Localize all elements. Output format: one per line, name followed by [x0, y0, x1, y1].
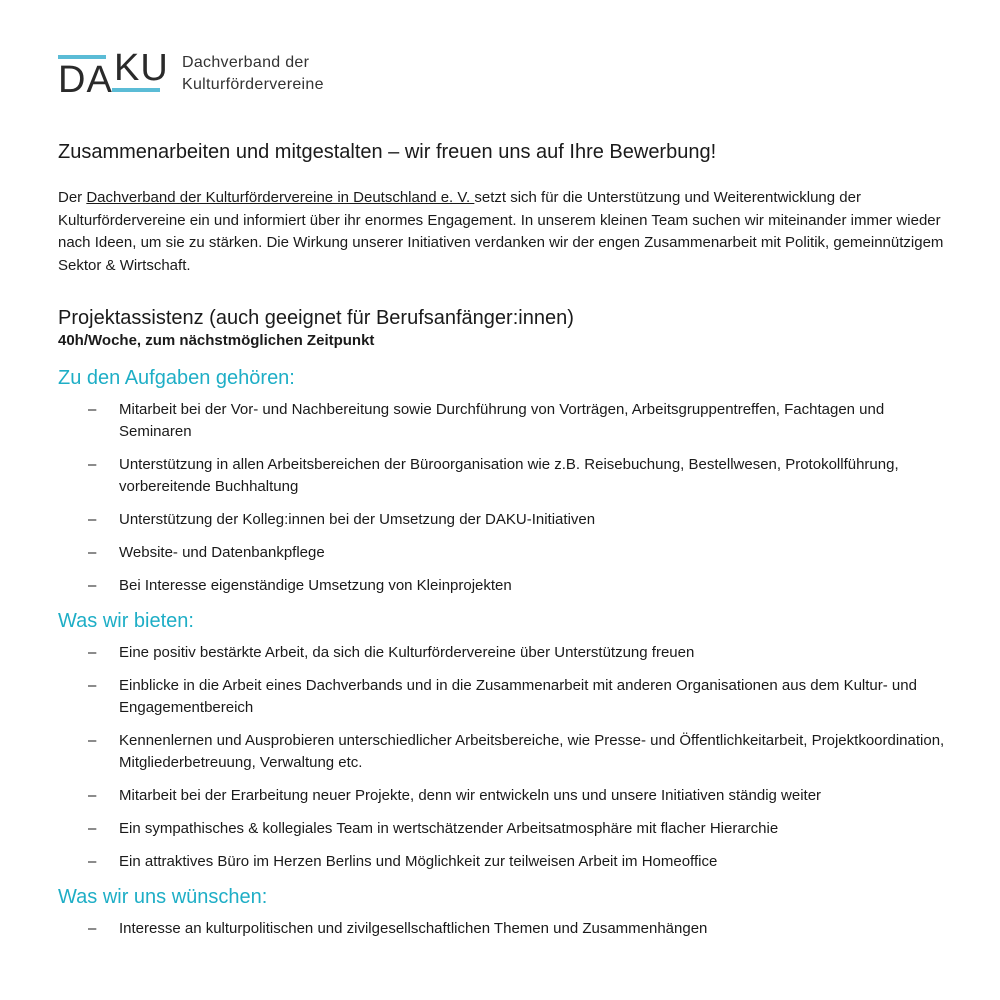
list-item [58, 918, 948, 940]
list-item-text: Unterstützung in allen Arbeitsbereichen der Büroorganisation wie z.B. Reisebuchung, Bestellwesen, Protokollführung, vorbereitende Buchhaltung [119, 456, 899, 495]
logo-name-line: Dachverband der [182, 54, 310, 71]
dash-bullet-icon: – [88, 401, 97, 418]
list-item-text: Mitarbeit bei der Erarbeitung neuer Projekte, denn wir entwickeln uns und unsere Initiativen ständig weiter [119, 787, 822, 804]
bullet-list [58, 399, 948, 597]
list-item-text: Unterstützung der Kolleg:innen bei der Umsetzung der DAKU-Initiativen [119, 511, 596, 528]
page-title: Zusammenarbeiten und mitgestalten – wir freuen uns auf Ihre Bewerbung! [58, 141, 717, 163]
list-item-text: Website- und Datenbankpflege [119, 544, 325, 561]
list-item-text: Einblicke in die Arbeit eines Dachverbands und in die Zusammenarbeit mit anderen Organisationen aus dem Kultur- und Engagementbereich [119, 677, 917, 716]
dash-bullet-icon: – [88, 920, 97, 937]
list-item [58, 851, 948, 873]
dash-bullet-icon: – [88, 787, 97, 804]
logo-name-line: Kulturfördervereine [182, 76, 324, 93]
list-item [58, 399, 948, 443]
list-item-text: Interesse an kulturpolitischen und zivilgesellschaftlichen Themen und Zusammenhängen [119, 920, 708, 937]
dash-bullet-icon: – [88, 577, 97, 594]
dash-bullet-icon: – [88, 456, 97, 473]
section-heading: Was wir bieten: [58, 610, 194, 632]
dash-bullet-icon: – [88, 732, 97, 749]
sections [58, 365, 948, 940]
bullet-list [58, 918, 948, 940]
logo-name [182, 52, 324, 96]
job-title: Projektassistenz (auch geeignet für Berufsanfänger:innen) [58, 307, 574, 329]
list-item-text: Bei Interesse eigenständige Umsetzung von Kleinprojekten [119, 577, 512, 594]
list-item [58, 818, 948, 840]
list-item-text: Ein attraktives Büro im Herzen Berlins und Möglichkeit zur teilweisen Arbeit im Homeoffice [119, 853, 718, 870]
intro-paragraph [58, 187, 948, 277]
intro-prefix: Der [58, 189, 87, 206]
list-item-text: Mitarbeit bei der Vor- und Nachbereitung sowie Durchführung von Vorträgen, Arbeitsgruppentreffen, Fachtagen und Seminaren [119, 401, 885, 440]
section-heading: Zu den Aufgaben gehören: [58, 367, 295, 389]
document-body [58, 139, 948, 951]
dash-bullet-icon: – [88, 644, 97, 661]
dash-bullet-icon: – [88, 820, 97, 837]
logo-mark-da: DA [58, 59, 113, 101]
job-subtitle: 40h/Woche, zum nächstmöglichen Zeitpunkt [58, 332, 375, 349]
dash-bullet-icon: – [88, 511, 97, 528]
list-item-text: Kennenlernen und Ausprobieren unterschiedlicher Arbeitsbereiche, wie Presse- und Öffentlichkeitarbeit, Projektkoordination, Mitgliederbetreuung, Verwaltung etc. [119, 732, 945, 771]
list-item [58, 575, 948, 597]
list-item [58, 785, 948, 807]
list-item [58, 509, 948, 531]
intro-text: setzt sich für die Unterstützung und Weiterentwicklung der Kulturfördervereine ein und informiert über ihr enormes Engagement. In unserem kleinen Team suchen wir miteinander immer wieder nach Ideen, um sie zu stärken. Die Wirkung unserer Initiativen verdanken wir der engen Zusammenarbeit mit Politik, gemeinnützigem Sektor & Wirtschaft. [58, 189, 944, 274]
section-heading: Was wir uns wünschen: [58, 886, 268, 908]
list-item-text: Ein sympathisches & kollegiales Team in wertschätzender Arbeitsatmosphäre mit flacher Hierarchie [119, 820, 779, 837]
list-item [58, 730, 948, 774]
bullet-list [58, 642, 948, 873]
dash-bullet-icon: – [88, 544, 97, 561]
list-item [58, 542, 948, 564]
logo-mark-ku: KU [114, 47, 169, 89]
dash-bullet-icon: – [88, 853, 97, 870]
daku-logo [58, 47, 358, 101]
list-item-text: Eine positiv bestärkte Arbeit, da sich die Kulturfördervereine über Unterstützung freuen [119, 644, 695, 661]
organization-link[interactable]: Dachverband der Kulturfördervereine in Deutschland e. V. [86, 189, 475, 206]
dash-bullet-icon: – [88, 677, 97, 694]
list-item [58, 675, 948, 719]
list-item [58, 454, 948, 498]
list-item [58, 642, 948, 664]
